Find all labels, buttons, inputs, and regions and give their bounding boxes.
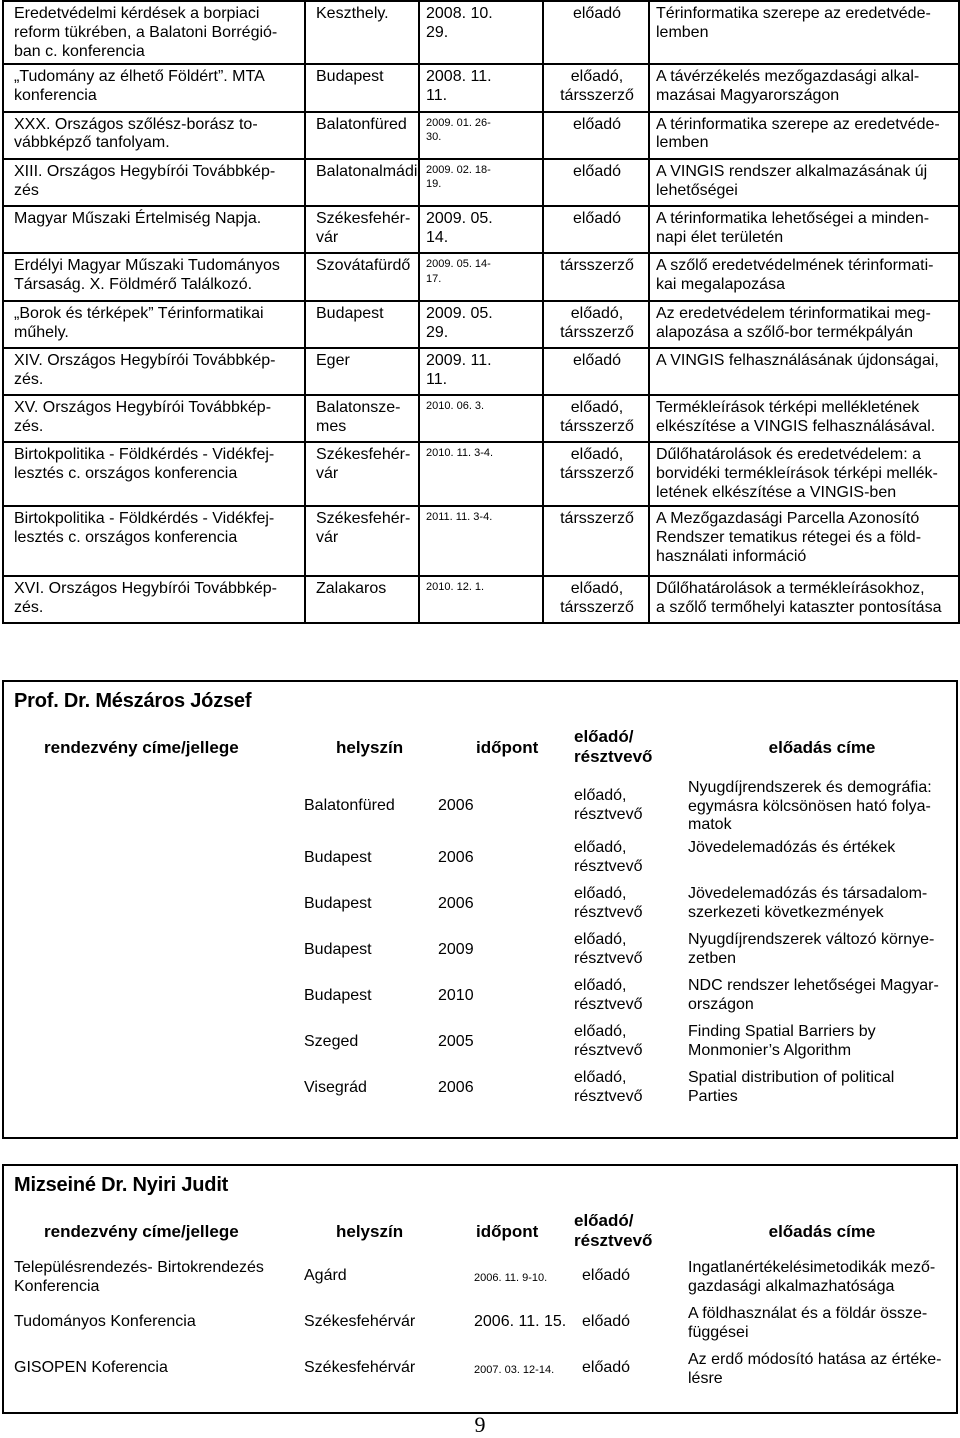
cell-line: társszerző xyxy=(560,465,634,483)
cell-date: 2006 xyxy=(438,1078,474,1096)
cell-place xyxy=(305,159,419,206)
cell-event xyxy=(3,348,305,395)
cell-line: A földhasználat és a földár össze- xyxy=(688,1304,928,1322)
presentations-table-continued xyxy=(2,0,960,624)
cell-line: gazdasági alkalmazhatósága xyxy=(688,1277,895,1295)
cell-role xyxy=(543,348,649,395)
cell-date xyxy=(419,395,543,442)
cell-place xyxy=(305,206,419,253)
cell-line: Az eredetvédelem térinformatikai meg- xyxy=(656,304,931,322)
cell-line: zetben xyxy=(688,949,737,967)
table-row xyxy=(4,779,956,839)
cell-title xyxy=(680,1023,956,1061)
cell-line: 2008. 10. xyxy=(426,5,493,22)
cell-line: 19. xyxy=(426,178,442,191)
cell-title xyxy=(649,64,959,111)
cell-line: országon xyxy=(688,995,754,1013)
cell-line: Jövedelemadózás és társadalom- xyxy=(688,884,928,902)
cell-line: vár xyxy=(316,229,339,246)
cell-line: 2011. 11. 3-4. xyxy=(426,510,493,523)
cell-line: vábbképző tanfolyam. xyxy=(14,134,170,152)
cell-line: előadó, xyxy=(574,930,627,948)
cell-line: XV. Országos Hegybírói Továbbkép- xyxy=(14,399,272,417)
cell-title xyxy=(649,206,959,253)
table-row xyxy=(3,576,959,623)
cell-line: alapozása a szőlő-bor termékpályán xyxy=(656,323,914,341)
table-row xyxy=(4,885,956,931)
header-role-line2: résztvevő xyxy=(574,1230,653,1250)
cell-title xyxy=(649,442,959,505)
cell-title xyxy=(680,1305,956,1343)
cell-line: Nyugdíjrendszerek és demográfia: xyxy=(688,778,932,796)
table-row xyxy=(3,506,959,576)
cell-role: előadó xyxy=(582,1266,631,1284)
header-role xyxy=(574,1211,680,1251)
cell-date: 2006 xyxy=(438,796,474,814)
cell-line: Eger xyxy=(316,351,350,369)
cell-date xyxy=(419,1,543,64)
cell-line: 2010. 06. 3. xyxy=(426,400,485,413)
cell-place xyxy=(305,1,419,64)
cell-line: előadó xyxy=(572,210,622,228)
cell-date xyxy=(419,112,543,159)
cell-line: lehetőségei xyxy=(656,181,738,199)
cell-line: 11. xyxy=(426,87,448,105)
cell-line: Budapest xyxy=(316,304,384,322)
cell-line: 14. xyxy=(426,229,449,246)
cell-line: NDC rendszer lehetőségei Magyar- xyxy=(688,976,939,994)
cell-line: függései xyxy=(688,1323,749,1341)
cell-line: Rendszer tematikus rétegei és a föld- xyxy=(656,528,922,546)
cell-role xyxy=(574,839,680,877)
cell-line: előadó, xyxy=(574,1022,627,1040)
cell-line: előadó xyxy=(572,115,622,133)
cell-line: Finding Spatial Barriers by xyxy=(688,1022,876,1040)
cell-line: Budapest xyxy=(316,68,384,86)
cell-line: társszerző xyxy=(560,257,634,275)
cell-title xyxy=(680,1069,956,1107)
cell-date xyxy=(419,64,543,111)
table-row xyxy=(3,395,959,442)
cell-line: zés. xyxy=(14,370,44,388)
cell-event xyxy=(3,301,305,348)
table-row xyxy=(3,159,959,206)
cell-date xyxy=(419,506,543,576)
header-date: időpont xyxy=(476,737,539,757)
cell-line: egymásra kölcsönösen ható folya- xyxy=(688,797,931,815)
cell-line: 17. xyxy=(426,272,442,285)
cell-event xyxy=(4,1259,288,1297)
cell-date: 2006. 11. 9-10. xyxy=(474,1271,548,1284)
table-row xyxy=(3,442,959,505)
cell-line: Az erdő módosító hatása az értéke- xyxy=(688,1350,942,1368)
cell-line: A VINGIS rendszer alkalmazásának új xyxy=(656,162,928,180)
cell-line: előadó xyxy=(572,162,622,180)
cell-line: Településrendezés- Birtokrendezés xyxy=(14,1258,264,1276)
cell-place: Szeged xyxy=(304,1032,359,1050)
cell-line: ban c. konferencia xyxy=(14,42,145,60)
cell-line: Birtokpolitika - Földkérdés - Vidékfej- xyxy=(14,509,275,527)
cell-line: lesztés c. országos konferencia xyxy=(14,528,238,546)
cell-line: résztvevő xyxy=(574,949,643,967)
cell-role xyxy=(543,442,649,505)
cell-line: lésre xyxy=(688,1369,723,1387)
cell-line: A távérzékelés mezőgazdasági alkal- xyxy=(656,68,920,86)
table-row xyxy=(4,1351,956,1397)
cell-line: Nyugdíjrendszerek változó környe- xyxy=(688,930,935,948)
cell-place: Visegrád xyxy=(304,1078,367,1096)
cell-line: társszerző xyxy=(560,418,634,436)
cell-event xyxy=(3,442,305,505)
cell-place xyxy=(305,442,419,505)
cell-line: mazásai Magyarországon xyxy=(656,87,840,105)
cell-title xyxy=(649,112,959,159)
cell-line: Spatial distribution of political xyxy=(688,1068,895,1086)
cell-event xyxy=(3,112,305,159)
cell-place: Székesfehérvár xyxy=(304,1312,416,1330)
header-role-line1: előadó/ xyxy=(574,726,634,746)
table-header xyxy=(4,1210,956,1251)
cell-title xyxy=(680,931,956,969)
cell-line: zés. xyxy=(14,598,44,616)
header-place: helyszín xyxy=(336,737,404,757)
cell-line: XIII. Országos Hegybírói Továbbkép- xyxy=(14,162,276,180)
table-row xyxy=(4,931,956,977)
cell-line: letének elkészítése a VINGIS-ben xyxy=(656,484,897,502)
person-name: Prof. Dr. Mészáros József xyxy=(14,690,252,712)
cell-role xyxy=(543,159,649,206)
cell-line: előadó xyxy=(572,5,622,22)
cell-date: 2007. 03. 12-14. xyxy=(474,1363,555,1376)
cell-title xyxy=(649,159,959,206)
cell-line: Tudományos Konferencia xyxy=(14,1312,196,1330)
cell-event xyxy=(3,1,305,64)
cell-line: mes xyxy=(316,418,347,436)
header-place: helyszín xyxy=(336,1221,404,1241)
table-row xyxy=(3,64,959,111)
cell-role xyxy=(574,931,680,969)
cell-line: előadó, xyxy=(570,579,624,597)
cell-line: kai megalapozása xyxy=(656,276,785,294)
cell-line: konferencia xyxy=(14,87,97,105)
cell-title xyxy=(649,301,959,348)
cell-line: 2009. 05. xyxy=(426,210,493,228)
cell-line: társszerző xyxy=(560,87,634,105)
cell-line: Balatonsze- xyxy=(316,399,401,417)
cell-place: Budapest xyxy=(304,848,372,866)
cell-event xyxy=(3,576,305,623)
cell-line: vár xyxy=(316,465,339,483)
cell-line: lemben xyxy=(656,134,709,152)
cell-line: Jövedelemadózás és értékek xyxy=(688,838,896,856)
cell-place xyxy=(305,112,419,159)
cell-line: társszerző xyxy=(560,323,634,341)
cell-line: napi élet területén xyxy=(656,229,784,246)
cell-role xyxy=(574,1023,680,1061)
cell-line: előadó, xyxy=(574,838,627,856)
cell-title xyxy=(649,253,959,300)
cell-line: lemben xyxy=(656,23,709,41)
cell-date: 2006 xyxy=(438,848,474,866)
cell-role xyxy=(543,253,649,300)
cell-title xyxy=(680,977,956,1015)
cell-place: Balatonfüred xyxy=(304,796,395,814)
cell-date xyxy=(419,206,543,253)
cell-title xyxy=(649,395,959,442)
cell-role xyxy=(574,885,680,923)
cell-role xyxy=(543,576,649,623)
cell-role: előadó xyxy=(582,1312,631,1330)
cell-line: Termékleírások térképi mellékletének xyxy=(656,399,920,417)
cell-line: előadó, xyxy=(574,976,627,994)
cell-date xyxy=(419,301,543,348)
cell-date xyxy=(419,159,543,206)
cell-line: A VINGIS felhasználásának újdonságai, xyxy=(656,351,939,369)
cell-line: 2009. 01. 26- xyxy=(426,116,491,129)
cell-line: 2009. 11. xyxy=(426,351,492,369)
table-row xyxy=(3,1,959,64)
cell-line: a szőlő termőhelyi kataszter pontosítása xyxy=(656,598,942,616)
cell-title xyxy=(649,1,959,64)
cell-date: 2009 xyxy=(438,940,474,958)
cell-line: Magyar Műszaki Értelmiség Napja. xyxy=(14,210,262,228)
cell-role xyxy=(543,64,649,111)
cell-line: Parties xyxy=(688,1087,738,1105)
cell-line: előadó, xyxy=(574,884,627,902)
cell-title xyxy=(680,779,956,836)
cell-line: 29. xyxy=(426,23,449,41)
cell-place xyxy=(305,301,419,348)
cell-line: 2009. 05. xyxy=(426,304,493,322)
cell-place: Agárd xyxy=(304,1266,347,1284)
cell-line: 2010. 12. 1. xyxy=(426,580,485,593)
cell-place xyxy=(305,576,419,623)
cell-title xyxy=(680,1351,956,1389)
cell-line: „Borok és térképek” Térinformatikai xyxy=(14,304,264,322)
table-row xyxy=(3,301,959,348)
cell-event xyxy=(4,1351,288,1378)
cell-event xyxy=(3,506,305,576)
cell-place xyxy=(305,64,419,111)
cell-line: A Mezőgazdasági Parcella Azonosító xyxy=(656,509,920,527)
cell-role xyxy=(574,977,680,1015)
cell-line: résztvevő xyxy=(574,903,643,921)
cell-line: előadó, xyxy=(574,786,627,804)
cell-date xyxy=(419,348,543,395)
cell-role xyxy=(543,506,649,576)
cell-line: résztvevő xyxy=(574,805,643,823)
cell-place xyxy=(305,253,419,300)
cell-line: zés. xyxy=(14,418,44,436)
cell-line: Ingatlanértékelésimetodikák mező- xyxy=(688,1258,936,1276)
cell-line: Keszthely. xyxy=(316,5,389,22)
cell-line: előadó, xyxy=(570,446,624,464)
cell-place: Budapest xyxy=(304,894,372,912)
cell-event xyxy=(3,253,305,300)
cell-date xyxy=(419,442,543,505)
cell-event xyxy=(3,395,305,442)
header-title: előadás címe xyxy=(768,1221,876,1241)
cell-line: Szovátafürdő xyxy=(316,257,411,275)
cell-line: társszerző xyxy=(560,598,634,616)
table-row xyxy=(4,1023,956,1069)
cell-role xyxy=(574,779,680,825)
cell-line: résztvevő xyxy=(574,995,643,1013)
cell-line: GISOPEN Koferencia xyxy=(14,1358,168,1376)
table-row xyxy=(4,1305,956,1351)
page-number: 9 xyxy=(474,1412,486,1437)
cell-line: Monmonier’s Algorithm xyxy=(688,1041,852,1059)
cell-role xyxy=(543,1,649,64)
header-date: időpont xyxy=(476,1221,539,1241)
cell-line: Dűlőhatárolások és eredetvédelem: a xyxy=(656,446,922,464)
table-row xyxy=(4,839,956,885)
cell-line: 29. xyxy=(426,323,449,341)
header-event: rendezvény címe/jellege xyxy=(44,1221,239,1241)
cell-line: 2008. 11. xyxy=(426,68,492,86)
cell-line: Dűlőhatárolások a termékleírásokhoz, xyxy=(656,579,925,597)
table-row xyxy=(4,1259,956,1305)
cell-line: előadó, xyxy=(570,68,624,86)
cell-line: reform tükrében, a Balatoni Borrégió- xyxy=(14,23,278,41)
cell-line: Térinformatika szerepe az eredetvéde- xyxy=(656,5,931,22)
header-role-line2: résztvevő xyxy=(574,746,653,766)
cell-place xyxy=(305,506,419,576)
table-row xyxy=(4,1069,956,1119)
cell-line: Székesfehér- xyxy=(316,509,411,527)
cell-place: Székesfehérvár xyxy=(304,1358,416,1376)
cell-line: társszerző xyxy=(560,509,634,527)
cell-line: A térinformatika lehetőségei a minden- xyxy=(656,210,930,228)
cell-line: Székesfehér- xyxy=(316,446,411,464)
cell-date: 2010 xyxy=(438,986,474,1004)
cell-date: 2005 xyxy=(438,1032,474,1050)
cell-place: Budapest xyxy=(304,986,372,1004)
cell-title xyxy=(680,1259,956,1297)
cell-line: 30. xyxy=(426,130,442,143)
table-body xyxy=(4,1259,956,1397)
cell-role: előadó xyxy=(582,1358,631,1376)
cell-title xyxy=(649,506,959,576)
cell-line: előadó, xyxy=(570,304,624,322)
cell-place xyxy=(305,348,419,395)
cell-role xyxy=(543,206,649,253)
cell-date: 2006. 11. 15. xyxy=(474,1312,567,1330)
cell-line: XXX. Országos szőlész-borász to- xyxy=(14,115,258,133)
section-nyiri xyxy=(2,1164,958,1414)
cell-line: matok xyxy=(688,816,732,834)
cell-line: műhely. xyxy=(14,323,69,341)
cell-line: Társaság. X. Földmérő Találkozó. xyxy=(14,276,253,294)
cell-role xyxy=(574,1069,680,1107)
cell-date: 2006 xyxy=(438,894,474,912)
cell-line: használati információ xyxy=(656,547,807,565)
cell-event xyxy=(3,64,305,111)
cell-line: Eredetvédelmi kérdések a borpiaci xyxy=(14,5,260,22)
table-row xyxy=(3,206,959,253)
cell-place: Budapest xyxy=(304,940,372,958)
cell-role xyxy=(543,301,649,348)
cell-line: 11. xyxy=(426,370,448,388)
cell-line: előadó xyxy=(572,351,622,369)
cell-role xyxy=(543,395,649,442)
table-row xyxy=(3,253,959,300)
table-row xyxy=(4,977,956,1023)
cell-title xyxy=(680,839,956,858)
cell-line: 2009. 05. 14- xyxy=(426,258,491,271)
cell-line: borvidéki termékleírások térképi mellék- xyxy=(656,465,938,483)
cell-role xyxy=(543,112,649,159)
cell-date xyxy=(419,576,543,623)
cell-event xyxy=(4,1305,288,1332)
cell-line: Erdélyi Magyar Műszaki Tudományos xyxy=(14,257,280,275)
header-event: rendezvény címe/jellege xyxy=(44,737,239,757)
header-role-line1: előadó/ xyxy=(574,1210,634,1230)
cell-line: 2009. 02. 18- xyxy=(426,163,491,176)
cell-line: Székesfehér- xyxy=(316,210,411,228)
cell-line: A térinformatika szerepe az eredetvéde- xyxy=(656,115,940,133)
cell-title xyxy=(649,348,959,395)
person-name: Mizseiné Dr. Nyiri Judit xyxy=(14,1174,229,1196)
cell-line: Balatonalmádi xyxy=(316,162,418,180)
cell-line: 2010. 11. 3-4. xyxy=(426,447,494,460)
table-header xyxy=(4,726,956,767)
cell-date xyxy=(419,253,543,300)
cell-title xyxy=(649,576,959,623)
cell-line: lesztés c. országos konferencia xyxy=(14,465,238,483)
cell-line: Zalakaros xyxy=(316,579,387,597)
cell-line: XIV. Országos Hegybírói Továbbkép- xyxy=(14,351,276,369)
cell-line: szerkezeti következmények xyxy=(688,903,884,921)
cell-line: zés xyxy=(14,181,39,199)
cell-line: Konferencia xyxy=(14,1277,100,1295)
cell-line: A szőlő eredetvédelmének térinformati- xyxy=(656,257,934,275)
cell-event xyxy=(3,206,305,253)
cell-place xyxy=(305,395,419,442)
cell-line: résztvevő xyxy=(574,1087,643,1105)
table-row xyxy=(3,112,959,159)
cell-line: elkészítése a VINGIS felhasználásával. xyxy=(656,418,936,436)
table-body xyxy=(4,779,956,1119)
table-row xyxy=(3,348,959,395)
cell-line: XVI. Országos Hegybírói Továbbkép- xyxy=(14,579,277,597)
cell-line: „Tudomány az élhető Földért”. MTA xyxy=(14,68,265,86)
header-role xyxy=(574,727,680,767)
cell-line: előadó, xyxy=(574,1068,627,1086)
section-meszaros xyxy=(2,680,958,1139)
cell-line: vár xyxy=(316,528,339,546)
cell-line: résztvevő xyxy=(574,857,643,875)
cell-line: előadó, xyxy=(570,399,624,417)
cell-line: Balatonfüred xyxy=(316,115,407,133)
cell-event xyxy=(3,159,305,206)
header-title: előadás címe xyxy=(768,737,876,757)
cell-line: Birtokpolitika - Földkérdés - Vidékfej- xyxy=(14,446,275,464)
cell-title xyxy=(680,885,956,923)
cell-line: résztvevő xyxy=(574,1041,643,1059)
